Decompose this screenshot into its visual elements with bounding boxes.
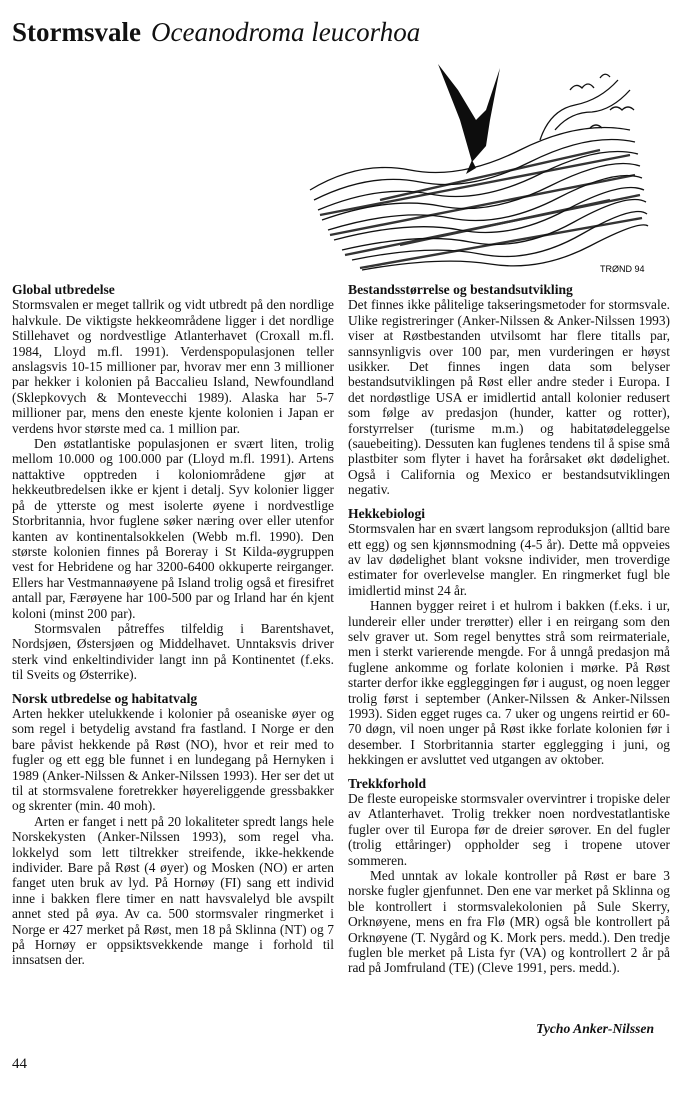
petrel-icon (438, 64, 500, 174)
paragraph: Hannen bygger reiret i et hulrom i bakken (f.eks. i ur, lundereir eller under trerøtter) eller i en reirgang som den selv graver ut. Som regel benyttes strå som reirmateriale, men i sterkt varierende mengde. For å unngå predasjon må fuglene ankomme og forlate kolonien i mørke. På Røst starter derfor ikke eggleggingen før i august, og noen legger trolig først i september (Anker-Nilssen & Anker-Nilssen 1993). Siden egget ruges ca. 7 uker og ungens reirtid er 60-70 døgn, vil noen unger på Røst ikke forlate kolonien før i desember. I Storbritannia starter egglegging i juni, og hekkingen er avsluttet ved utgangen av oktober. (348, 598, 671, 768)
paragraph: Stormsvalen har en svært langsom reproduksjon (alltid bare ett egg) og sen kjønnsmodning (4-5 år). Dette må oppveies av lav dødelighet blant voksne individer, men troverdige estimater for overlevelse mangler. En ringmerket fugl ble imidlertid minst 24 år. (348, 521, 670, 598)
wave-illustration (310, 74, 648, 270)
page-number: 44 (12, 1056, 27, 1072)
section-breeding-biology (348, 506, 670, 768)
section-global-distribution (12, 282, 334, 683)
paragraph: Stormsvalen påtreffes tilfeldig i Barentshavet, Nordsjøen, Østersjøen og Middelhavet. Unntaksvis driver sterk vind enkeltindivider langt inn på Kontinentet (f.eks. til Sveits og Østerrike). (12, 620, 334, 683)
section-norwegian-distribution (12, 691, 334, 968)
paragraph: De fleste europeiske stormsvaler overvintrer i tropiske deler av Atlanterhavet. Trolig trekker noen nordvestatlantiske fugler over til Europa før de dreier sørover. En del fugler (trolig ettåringer) oppholder seg i tropene utover sommeren. (348, 791, 670, 868)
illustration-signature: TRØND 94 (600, 264, 645, 274)
section-heading: Norsk utbredelse og habitatvalg (12, 690, 198, 706)
paragraph: Arten hekker utelukkende i kolonier på oseaniske øyer og som regel i betydelig avstand fra fastland. I Norge er den bare påvist hekkende på Røst (NO), hvor et reir med to fugler og ett egg ble funnet i en lundegang på Hernyken i 1989 (Anker-Nilssen & Anker-Nilssen 1993). Her ser det ut til at stormsvalene foretrekker høyereliggende gressbakker og skrenter (min. 40 moh). (12, 705, 334, 814)
paragraph: Den østatlantiske populasjonen er svært liten, trolig mellom 10.000 og 100.000 par (Lloyd m.fl. 1991). Artens nattaktive opptreden i koloniområdene gjør at hekkeutbredelsen ikke er kjent i detalj. Syv kolonier ligger på de ytterste og mest isolerte øyene i nordvestlige Storbritannia, hvor fuglene søker næring over eller utenfor kanten av kontinentalsokkelen (Webb m.fl. 1990). Den største kolonien finnes på Boreray i St Kilda-øygruppen vest for Hebridene og har 3200-6400 okkuperte reirganger. Ellers har Vestmannaøyene på Island trolig også et firesifret antall par, Færøyene har 100-500 par og Irland har én kjent koloni (minst 200 par). (12, 436, 334, 621)
scientific-name: Oceanodroma leucorhoa (150, 17, 421, 47)
section-heading: Trekkforhold (348, 775, 427, 791)
section-heading: Global utbredelse (12, 282, 115, 297)
section-population (348, 282, 670, 498)
species-name: Stormsvale (12, 17, 141, 47)
section-heading: Hekkebiologi (348, 505, 426, 521)
paragraph: Det finnes ikke pålitelige takseringsmetoder for stormsvale. Ulike registreringer (Anker-Nilssen & Anker-Nilssen 1993) viser at Røstbestanden utvilsomt har flere titalls par, sannsynligvis over 100 par, men vurderingen er høyst usikker. Det finnes ingen data som belyser bestandsutviklingen på Røst eller andre steder i Europa. I det nordøstlige USA er imidlertid antall kolonier redusert som følge av predasjon (hunder, katter og rotter), forstyrrelser (turisme m.m.) og habitatødeleggelse (sauebeiting). Dessuten kan fuglenes tendens til å spise små plastbiter som flyter i havet ha forårsaket økt dødelighet. Også i California og Mexico er bestandsutviklingen negativ. (348, 297, 670, 498)
storm-petrel-illustration (300, 50, 650, 282)
section-heading: Bestandsstørrelse og bestandsutvikling (348, 282, 573, 297)
paragraph: Stormsvalen er meget tallrik og vidt utbredt på den nordlige halvkule. De viktigste hekkeområdene ligger i det nordlige Stillehavet og nordvestlige Atlanterhavet (Croxall m.fl. 1984, Lloyd m.fl. 1991). Verdenspopulasjonen teller anslagsvis 10-15 millioner par, hvorav mer enn 3 millioner par hekker i kolonien på Baccalieu Island, Newfoundland (Sklepkovych & Montevecchi 1989). Alaska har 5-7 millioner par, mens den eneste kjente kolonien i Japan er verdens hvor største med ca. 1 million par. (12, 297, 334, 436)
left-column (12, 282, 334, 976)
page-title (12, 16, 420, 48)
right-column (348, 282, 670, 984)
paragraph: Med unntak av lokale kontroller på Røst er bare 3 norske fugler gjenfunnet. Den ene var merket på Sklinna og ble kontrollert i stormsvalekolonien på Sule Skerry, Orknøyene, mens en fra Flø (MR) også ble kontrollert på Orknøyene (T. Nygård og K. Mork pers. medd.). Den tredje fuglen ble merket på Lista fyr (VA) og kontrollert 2 år på rad på Jomfruland (TE) (Cleve 1991, pers. medd.). (348, 868, 670, 976)
author-signature: Tycho Anker-Nilssen (536, 1021, 654, 1036)
paragraph: Arten er fanget i nett på 20 lokaliteter spredt langs hele Norskekysten (Anker-Nilssen 1993), som regel vha. lokkelyd som lett tiltrekker streifende, ikke-hekkende individer. Bare på Røst (4 øyer) og Mosken (NO) er arten fanget uten bruk av lyd. På Hornøy (FI) sang ett individ inne i bakken flere timer en natt havsvalelyd ble avspilt annet sted på øya. Av ca. 500 stormsvaler ringmerket i Norge er 427 merket på Røst, men 18 på Sklinna (NT) og 7 på Hornøy er oppsiktsvekkende mange i forhold til innsatsen der. (12, 813, 334, 968)
section-migration (348, 776, 670, 976)
